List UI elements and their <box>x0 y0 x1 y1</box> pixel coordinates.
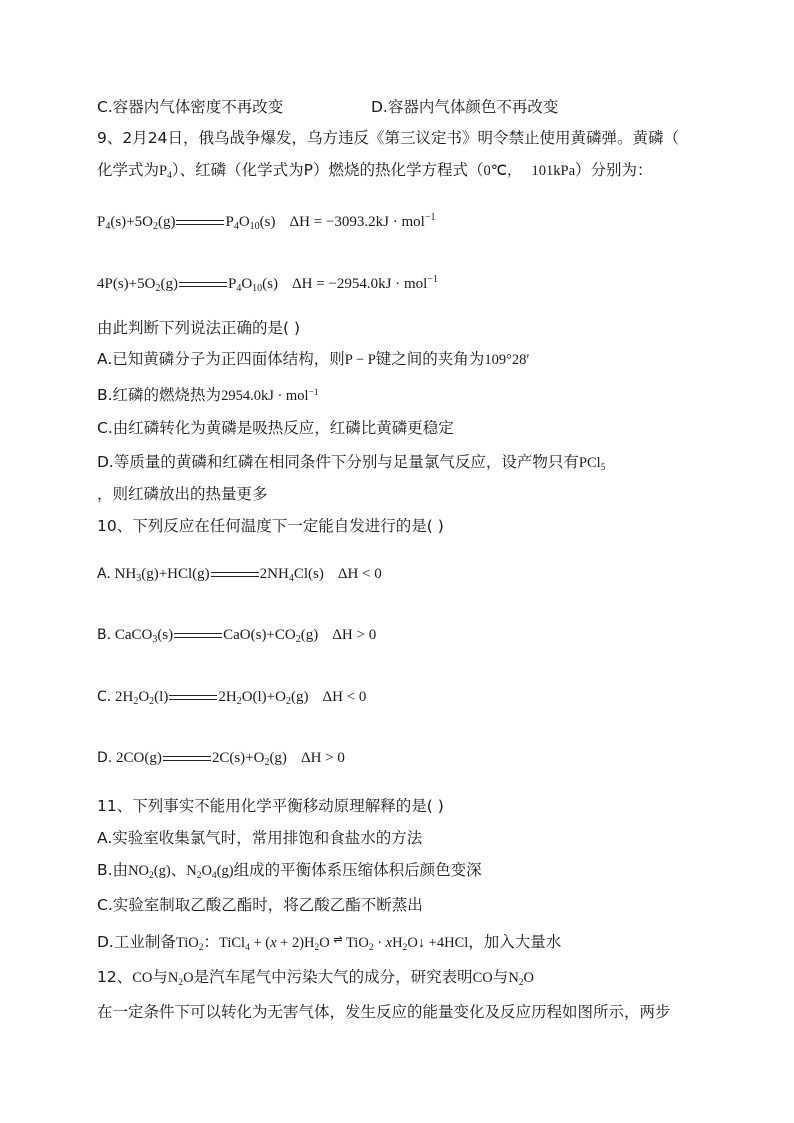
equals-sign <box>174 633 222 638</box>
q9b-text: B.红磷的燃烧热为 <box>97 386 222 404</box>
equation-1: $P_4(s)+5O_2(g)$ $P_4O_{10}(s) \Delta H = -3093.2kJ \cdot mol^{-1}$ <box>97 212 436 232</box>
question-9-stem: 9、2月24日，俄乌战争爆发，乌方违反《第三议定书》明令禁止使用黄磷弹。黄磷（ <box>97 129 679 147</box>
question-12-stem-line2: 在一定条件下可以转化为无害气体，发生反应的能量变化及反应历程如图所示，两步 <box>97 1003 671 1021</box>
prev-options-row <box>97 97 559 117</box>
equals-sign <box>211 572 259 577</box>
q10d-enthalpy: ΔH > 0 <box>300 750 345 766</box>
q9-text: ）分别为： <box>575 161 653 179</box>
formula-ticl4-hydrolysis: TiCl$_4$ + $(x + 2)H_2O$ ⇌ $TiO_2 \cdot xH_2O↓ +4HCl$ <box>219 934 469 953</box>
q9-option-a <box>97 349 530 370</box>
q9-condition-temp: 0℃， <box>483 163 522 179</box>
q11-option-c: C.实验室制取乙酸乙酯时，将乙酸乙酯不断蒸出 <box>97 896 423 914</box>
q11b-sep: 、 <box>170 861 187 879</box>
question-9-stem-line2 <box>97 160 653 186</box>
q9b-value: 2954.0kJ · mol <box>221 388 309 404</box>
q11-option-b <box>97 860 482 886</box>
q12-text: 与 <box>152 968 168 986</box>
formula-n2o4: $N_2O_4(g)$ <box>186 863 234 881</box>
equals-sign <box>179 282 227 287</box>
q9-option-b: B.红磷的燃烧热为2954.0kJ · mol$^{-1}$ <box>97 386 319 404</box>
formula-co: CO <box>472 970 493 986</box>
equals-sign <box>169 695 217 700</box>
q12-text: 12、 <box>97 968 133 986</box>
prev-option-c: C.容器内气体密度不再改变 <box>97 98 284 116</box>
q10c-letter: C. <box>97 689 112 705</box>
equals-sign <box>163 756 211 761</box>
q11b-text: 组成的平衡体系压缩体积后颜色变深 <box>233 861 482 879</box>
question-11-stem: 11、下列事实不能用化学平衡移动原理解释的是( ) <box>97 797 444 815</box>
q11b-text: B.由 <box>97 861 129 879</box>
q9-option-d-cont: ，则红磷放出的热量更多 <box>97 485 268 503</box>
equation-2: $4P(s)+5O_2(g)$ $P_4O_{10}(s) \Delta H = -2954.0kJ \cdot mol^{-1}$ <box>97 274 438 294</box>
q10-option-a: A. $NH_3(g)+HCl(g)$ $2NH_4Cl(s) \Delta H < 0$ <box>97 566 382 584</box>
q9a-text: A.已知黄磷分子为正四面体结构，则 <box>97 350 345 368</box>
q9-text: ）、红磷（化学式为P）燃烧的热化学方程式（ <box>171 161 484 179</box>
q12-text: 是汽车尾气中污染大气的成分，研究表明 <box>193 968 473 986</box>
q11-option-a: A.实验室收集氯气时，常用排饱和食盐水的方法 <box>97 829 423 847</box>
q9-option-d <box>97 452 605 478</box>
q9a-text: 键之间的夹角为 <box>375 350 485 368</box>
formula-pcl5: PCl$_5$ <box>578 455 606 473</box>
question-12-stem <box>97 967 534 993</box>
q10d-letter: D. <box>97 750 113 766</box>
q9-text: 化学式为 <box>97 161 160 179</box>
formula-tio2: TiO$_2$ <box>175 935 204 953</box>
q9d-text: D.等质量的黄磷和红磷在相同条件下分别与足量氯气反应，设产物只有 <box>97 453 579 471</box>
formula-p4: $P_4$ <box>159 163 172 181</box>
q11d-text: ，加入大量水 <box>468 933 562 951</box>
q9a-angle: 109°28′ <box>484 352 530 368</box>
question-10-stem: 10、下列反应在任何温度下一定能自发进行的是( ) <box>97 517 444 535</box>
q12-text: 与 <box>492 968 509 986</box>
prev-option-d: D.容器内气体颜色不再改变 <box>371 98 559 116</box>
q9-condition-pressure: 101kPa <box>531 163 575 179</box>
q9-option-c: C.由红磷转化为黄磷是吸热反应，红磷比黄磷更稳定 <box>97 419 454 437</box>
formula-n2o: $N_2O$ <box>508 970 535 988</box>
q11d-text: D.工业制备 <box>97 933 176 951</box>
eq1-enthalpy: ΔH = −3093.2kJ · mol <box>289 214 425 230</box>
q9-judge: 由此判断下列说法正确的是( ) <box>97 319 301 337</box>
q10c-enthalpy: ΔH < 0 <box>322 689 367 705</box>
q10-option-b: B. CaCO$_3$(s) $CaO(s)+CO_2(g) \Delta H > 0$ <box>97 627 377 645</box>
q10b-enthalpy: ΔH > 0 <box>332 627 377 643</box>
formula-p-p: P − P <box>344 352 376 368</box>
formula-no2: $NO_2(g)$ <box>128 863 171 881</box>
formula-co: CO <box>132 970 153 986</box>
q10a-enthalpy: ΔH < 0 <box>337 566 382 582</box>
eq2-enthalpy: ΔH = −2954.0kJ · mol <box>291 276 428 292</box>
formula-n2o: $N_2O$ <box>167 970 194 988</box>
q10-option-d: D. 2CO(g) $2C(s)+O_2(g) \Delta H > 0$ <box>97 750 345 768</box>
q10a-letter: A. <box>97 566 111 582</box>
q10-option-c: C. $2H_2O_2(l)$ $2H_2O(l)+O_2(g) \Delta H < 0$ <box>97 689 367 707</box>
q11-option-d: D.工业制备TiO$_2$：TiCl$_4$ + $(x + 2)H_2O$ ⇌ $TiO_2 \cdot xH_2O↓ +4HCl$，加入大量水 <box>97 933 562 953</box>
q10b-letter: B. <box>97 627 112 643</box>
equals-sign <box>176 220 224 225</box>
